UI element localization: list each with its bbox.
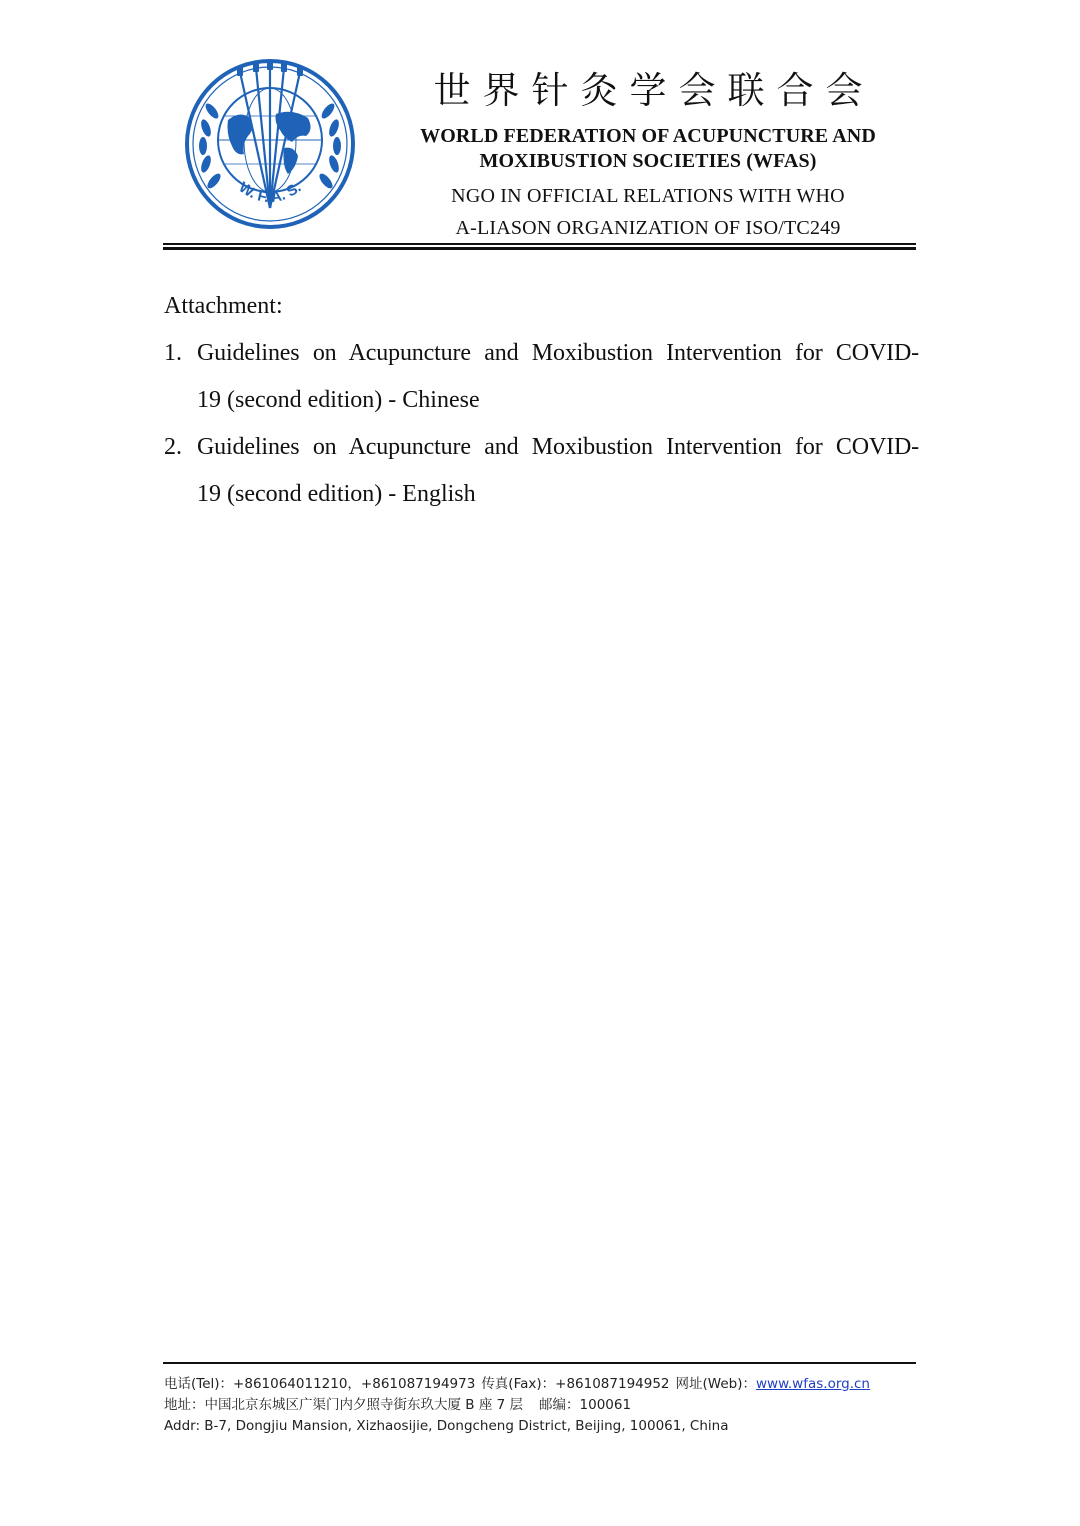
attachment-item-text xyxy=(197,330,919,424)
header-divider-bottom xyxy=(163,247,916,250)
status-line-who: NGO IN OFFICIAL RELATIONS WITH WHO xyxy=(451,185,845,207)
address-chinese: 地址：中国北京东城区广渠门内夕照寺街东玖大厦 B 座 7 层 xyxy=(164,1397,524,1413)
attachment-item-2 xyxy=(164,424,924,518)
status-line-iso: A-LIASON ORGANIZATION OF ISO/TC249 xyxy=(455,217,841,239)
org-name-chinese: 世界针灸学会联合会 xyxy=(433,69,875,112)
tel-label: 电话(Tel)： xyxy=(164,1376,234,1392)
attachment-item-line-2: 19 (second edition) - Chinese xyxy=(197,387,480,413)
wfas-logo xyxy=(184,58,356,230)
fax-value: +861087194952 xyxy=(555,1376,670,1392)
letterhead xyxy=(380,66,916,244)
fax-label: 传真(Fax)： xyxy=(481,1376,556,1392)
web-label: 网址(Web)： xyxy=(675,1376,756,1392)
attachment-section xyxy=(164,283,924,518)
attachment-label: Attachment: xyxy=(164,293,283,319)
footer-contact xyxy=(164,1374,924,1437)
attachment-item-line-1: Guidelines on Acupuncture and Moxibustion Intervention for COVID- xyxy=(197,340,919,366)
address-english: Addr: B-7, Dongjiu Mansion, Xizhaosijie, Dongcheng District, Beijing, 100061, China xyxy=(164,1418,729,1434)
tel-value: +861064011210，+861087194973 xyxy=(233,1376,476,1392)
org-name-line-1: WORLD FEDERATION OF ACUPUNCTURE AND xyxy=(420,125,876,147)
footer-line-contact xyxy=(164,1374,924,1395)
attachment-item-line-1: Guidelines on Acupuncture and Moxibustion Intervention for COVID- xyxy=(197,434,919,460)
logo-lettering: W. F. A. S. xyxy=(235,178,305,207)
website-link[interactable]: www.wfas.org.cn xyxy=(756,1376,870,1392)
attachment-item-number: 1. xyxy=(164,340,182,366)
org-name-line-2: MOXIBUSTION SOCIETIES (WFAS) xyxy=(479,150,817,172)
attachment-item-text xyxy=(197,424,919,518)
footer-divider xyxy=(163,1362,916,1364)
footer-line-address-cn xyxy=(164,1395,924,1416)
attachment-item-1 xyxy=(164,330,924,424)
postcode: 邮编：100061 xyxy=(539,1397,632,1413)
attachment-item-number: 2. xyxy=(164,434,182,460)
header-divider-top xyxy=(163,243,916,245)
attachment-item-line-2: 19 (second edition) - English xyxy=(197,481,476,507)
